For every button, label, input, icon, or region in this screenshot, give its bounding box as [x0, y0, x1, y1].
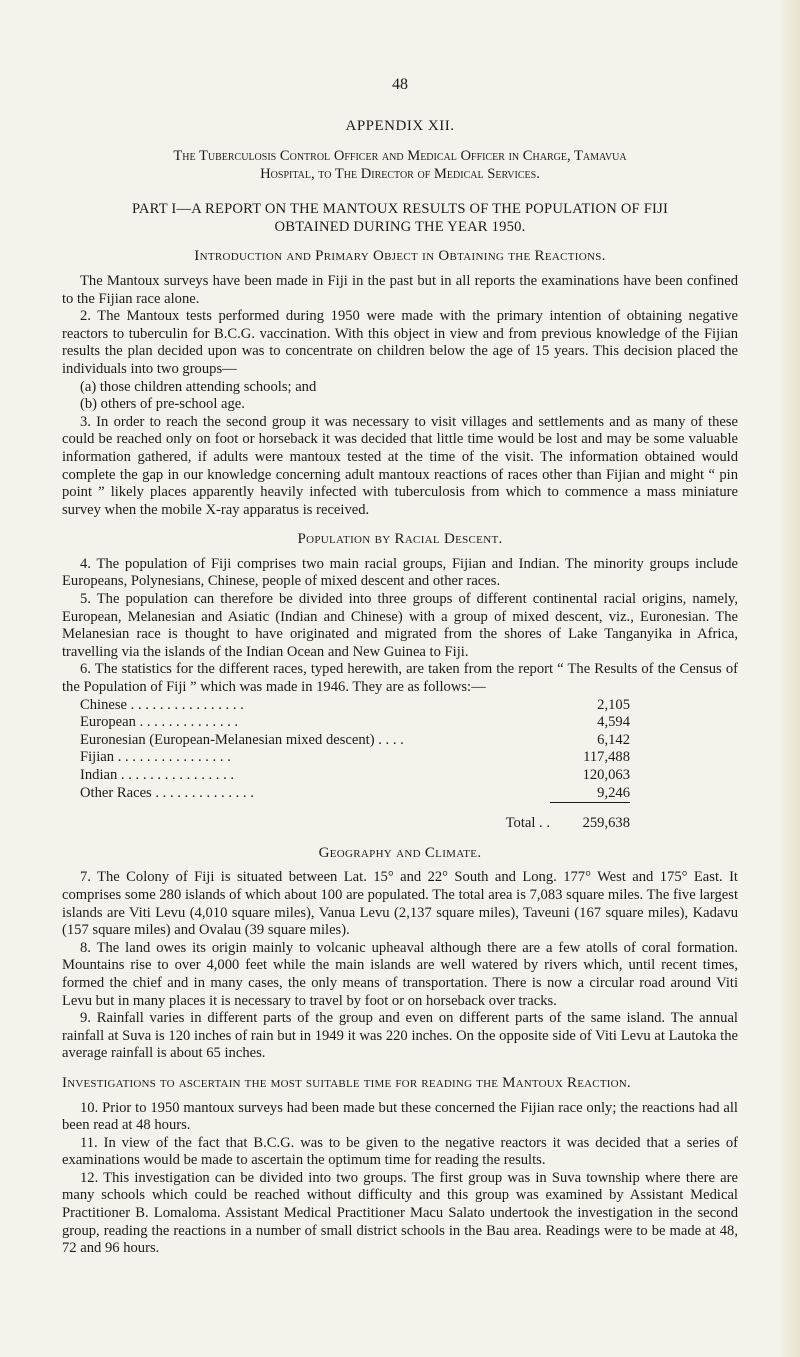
census-value: 120,063: [582, 767, 630, 783]
part-title-line-1: PART I—A REPORT ON THE MANTOUX RESULTS OF THE POPULATION OF FIJI: [131, 201, 669, 218]
paragraph-12: 12. This investigation can be divided into two groups. The first group was in Suva township where there are many schools which could be reached without difficulty and this group was examined by Assistant Medical Practitioner B. Lomaloma. Assistant Medical Practitioner Macu Salato undertook the investigation in the second group, reading the reactions in a number of small district schools in the Bau area. Readings were to be made at 48, 72 and 96 hours.: [62, 1169, 738, 1257]
paragraph-4: 4. The population of Fiji comprises two main racial groups, Fijian and Indian. The minority groups include Europeans, Polynesians, Chinese, people of mixed descent and other races.: [62, 555, 738, 590]
section-title-introduction: Introduction and Primary Object in Obtaining the Reactions.: [194, 248, 606, 265]
table-row: [80, 767, 630, 785]
page-number: 48: [392, 76, 408, 93]
census-value: 4,594: [597, 714, 630, 731]
census-label: Fijian . . . . . . . . . . . . . . . .: [80, 749, 231, 766]
page-edge-shading: [778, 0, 800, 1357]
appendix-title: APPENDIX XII.: [345, 118, 455, 134]
part-title-line-2: OBTAINED DURING THE YEAR 1950.: [274, 218, 526, 235]
paragraph-6: 6. The statistics for the different races, typed herewith, are taken from the report “ The Results of the Census of the Population of Fiji ” which was made in 1946. They are as follows:—: [62, 661, 738, 696]
census-value: 6,142: [597, 731, 630, 748]
census-total-label: Total . .: [505, 814, 550, 831]
document-body: [62, 148, 738, 1258]
paragraph-2b: (b) others of pre-school age.: [80, 396, 245, 413]
census-label: Indian . . . . . . . . . . . . . . . .: [80, 767, 235, 783]
census-value: 2,105: [597, 696, 630, 713]
paragraph-7: 7. The Colony of Fiji is situated between Lat. 15° and 22° South and Long. 177° West and 175° East. It comprises some 280 islands of which about 100 are populated. The total area is 7,083 square miles. The five largest islands are Viti Levu (4,010 square miles), Vanua Levu (2,137 square miles), Taveuni (167 square miles), Kadavu (157 square miles) and Ovalau (39 square miles).: [62, 869, 738, 939]
census-label: Chinese . . . . . . . . . . . . . . . .: [80, 696, 244, 713]
census-total-value: 259,638: [550, 803, 630, 833]
table-row: [80, 697, 630, 715]
census-table: [80, 697, 630, 833]
census-value: 117,488: [583, 749, 630, 766]
paragraph-9: 9. Rainfall varies in different parts of the group and even on different parts of the same island. The annual rainfall at Suva is 120 inches of rain but in 1949 it was 220 inches. On the opposite side of Viti Levu at Lautoka the average rainfall is about 65 inches.: [62, 1010, 738, 1062]
paragraph-3: 3. In order to reach the second group it was necessary to visit villages and settlements and as many of these could be reached only on foot or horseback it was decided that little time would be lost and may be some valuable information gathered, if adults were mantoux tested at the time of the visit. The information obtained would complete the gap in our knowledge concerning adult mantoux reactions of races other than Fijian and might “ pin point ” likely places apparently heavily infected with tuberculosis from which to commence a mass miniature survey when the mobile X-ray apparatus is received.: [62, 413, 738, 518]
census-label: Other Races . . . . . . . . . . . . . .: [80, 784, 254, 801]
census-value: 9,246: [597, 784, 630, 801]
table-row: [80, 749, 630, 767]
table-row: [80, 714, 630, 732]
heading-line-1: The Tuberculosis Control Officer and Medical Officer in Charge, Tamavua: [173, 148, 627, 164]
section-title-geography: Geography and Climate.: [318, 844, 482, 861]
table-row: [80, 732, 630, 750]
paragraph-10: 10. Prior to 1950 mantoux surveys had been made but these concerned the Fijian race only; the reactions had all been read at 48 hours.: [62, 1099, 738, 1134]
heading-line-2: Hospital, to The Director of Medical Services.: [260, 165, 540, 182]
paragraph-2a: (a) those children attending schools; and: [80, 378, 317, 395]
section-title-population: Population by Racial Descent.: [297, 531, 503, 548]
paragraph-2: 2. The Mantoux tests performed during 1950 were made with the primary intention of obtaining negative reactors to tuberculin for B.C.G. vaccination. With this object in view and from previous knowledge of the Fijian results the plan decided upon was to concentrate on children below the age of 15 years. This decision placed the individuals into two groups—: [62, 308, 738, 377]
census-label: European . . . . . . . . . . . . . .: [80, 714, 239, 731]
table-total-row: [80, 803, 630, 833]
census-label: Euronesian (European-Melanesian mixed descent) . . . .: [80, 731, 404, 748]
table-row: [80, 785, 630, 803]
paragraph-11: 11. In view of the fact that B.C.G. was to be given to the negative reactors it was decided that a series of examinations would be made to ascertain the optimum time for reading the results.: [62, 1134, 738, 1169]
section-title-investigations: Investigations to ascertain the most suitable time for reading the Mantoux Reaction.: [62, 1074, 631, 1091]
paragraph-1: The Mantoux surveys have been made in Fiji in the past but in all reports the examinations have been confined to the Fijian race alone.: [62, 272, 738, 307]
paragraph-5: 5. The population can therefore be divided into three groups of different continental racial origins, namely, European, Melanesian and Asiatic (Indian and Chinese) with a group of mixed descent, viz., Euronesian. The Melanesian race is thought to have originated and migrated from the shores of Lake Tanganyika in Africa, travelling via the islands of the Indian Ocean and New Guinea to Fiji.: [62, 591, 738, 660]
paragraph-8: 8. The land owes its origin mainly to volcanic upheaval although there are a few atolls of coral formation. Mountains rise to over 4,000 feet while the main islands are well watered by rivers which, until recent times, formed the chief and in many cases, the only means of transportation. There is now a circular road around Viti Levu but in many places it is necessary to travel by foot or on horseback over tracks.: [62, 939, 738, 1009]
